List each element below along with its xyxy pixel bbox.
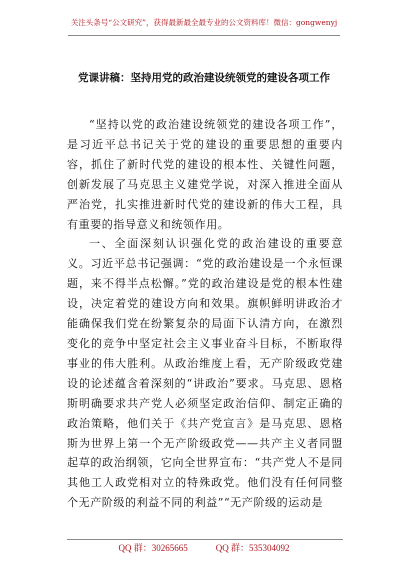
qq-group-1: QQ 群：30265665 (118, 543, 188, 553)
paragraph-1: “坚持以党的政治建设统领党的建设各项工作”，是习近平总书记关于党的建设的重要思想的重要内容，抓住了新时代党的建设的根本性、关键性问题，创新发展了马克思主义建党学说，对深入推进全面从严治党，扎实推进新时代党的建设新的伟大工程，具有重要的指导意义和统领作用。 (67, 118, 343, 231)
footer-qq-groups (0, 542, 408, 554)
header-notice-text: 关注头条号“公文研究”，获得最新最全最专业的公文资料库！ (70, 18, 274, 27)
wechat-label: 微信： (273, 18, 296, 27)
document-body (67, 115, 343, 513)
header-notice (0, 18, 408, 28)
paragraph-2: 一、全面深刻认识强化党的政治建设的重要意义。习近平总书记强调：“党的政治建设是一个永恒课题，来不得半点松懈。”党的政治建设是党的根本性建设，决定着党的建设方向和效果。旗帜鲜明讲政治才能确保我们党在纷繁复杂的局面下认清方向，在激烈变化的竞争中坚定社会主义事业奋斗目标，不断取得事业的伟大胜利。从政治维度上看，无产阶级政党建设的论述蕴含着深刻的“讲政治”要求。马克思、恩格斯明确要求共产党人必须坚定政治信仰、制定正确的政治策略，他们关于《共产党宣言》是马克思、恩格斯为世界上第一个无产阶级政党——共产主义者同盟起草的政治纲领，它向全世界宣布：“共产党人不是同其他工人政党相对立的特殊政党。他们没有任何同整个无产阶级的利益不同的利益”“无产阶级的运动是 (67, 237, 343, 510)
wechat-id: gongwenyj (295, 18, 338, 27)
qq-group-2: QQ 群：535304092 (215, 543, 290, 553)
header-divider (68, 35, 340, 36)
document-title: 党课讲稿：坚持用党的政治建设统领党的建设各项工作 (78, 72, 330, 84)
footer-divider (67, 539, 343, 540)
